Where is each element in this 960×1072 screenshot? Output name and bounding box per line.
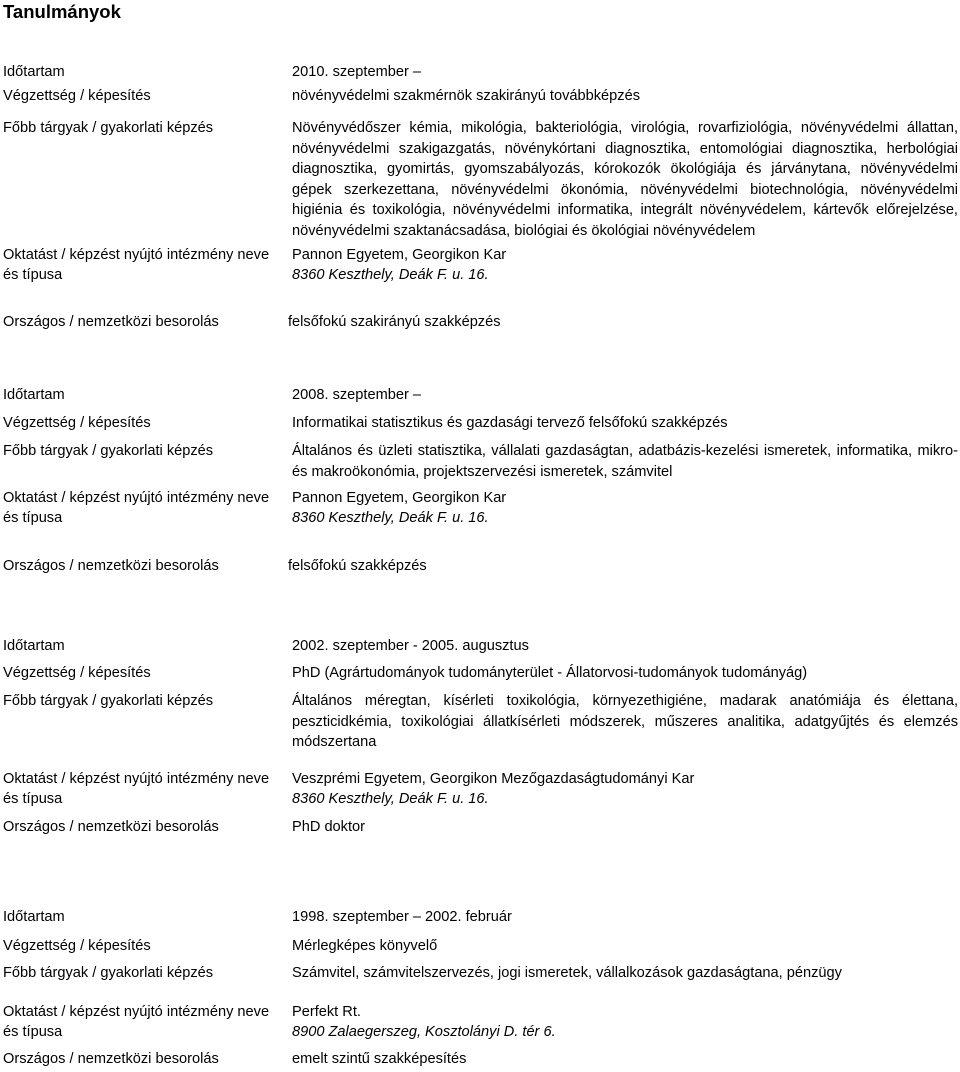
classification-label: Országos / nemzetközi besorolás: [3, 314, 219, 330]
period-value: 2008. szeptember –: [292, 387, 421, 403]
institution-label-line1: Oktatást / képzést nyújtó intézmény neve: [3, 771, 270, 787]
subjects-label: Főbb tárgyak / gyakorlati képzés: [3, 693, 214, 709]
qualification-value: PhD (Agrártudományok tudományterület - Állatorvosi-tudományok tudományág): [292, 665, 808, 681]
institution-address: 8900 Zalaegerszeg, Kosztolányi D. tér 6.: [292, 1024, 556, 1040]
classification-value: felsőfokú szakirányú szakképzés: [288, 314, 501, 330]
qualification-label: Végzettség / képesítés: [3, 88, 151, 104]
subjects-label: Főbb tárgyak / gyakorlati képzés: [3, 965, 214, 981]
institution-address: 8360 Keszthely, Deák F. u. 16.: [292, 791, 489, 807]
classification-label: Országos / nemzetközi besorolás: [3, 819, 219, 835]
qualification-value: Informatikai statisztikus és gazdasági tervező felsőfokú szakképzés: [292, 415, 728, 431]
institution-name: Perfekt Rt.: [292, 1004, 361, 1020]
subjects-label: Főbb tárgyak / gyakorlati képzés: [3, 120, 214, 136]
period-value: 1998. szeptember – 2002. február: [292, 909, 512, 925]
institution-address: 8360 Keszthely, Deák F. u. 16.: [292, 510, 489, 526]
period-label: Időtartam: [3, 64, 65, 80]
classification-value: felsőfokú szakképzés: [288, 558, 427, 574]
period-label: Időtartam: [3, 638, 65, 654]
classification-label: Országos / nemzetközi besorolás: [3, 558, 219, 574]
subjects-value: Növényvédőszer kémia, mikológia, bakteriológia, virológia, rovarfiziológia, növényvédelmi állattan, növényvédelmi szakigazgatás, növénykórtani diagnosztika, entomológiai diagnosztika, herbológiai diagnosztika, gyomirtás, gyomszabályozás, kórokozók ökológiája és járványtana, növényvédelmi gépek szerkezettana, növényvédelmi ökonómia, növényvédelmi biotechnológia, növényvédelmi higiénia és toxikológia, növényvédelmi informatika, integrált növényvédelem, kártevők előrejelzése, növényvédelmi szaktanácsadása, biológiai és ökológiai növényvédelem: [292, 120, 958, 239]
institution-name: Pannon Egyetem, Georgikon Kar: [292, 490, 507, 506]
institution-label-line1: Oktatást / képzést nyújtó intézmény neve: [3, 1004, 270, 1020]
period-label: Időtartam: [3, 387, 65, 403]
qualification-value: Mérlegképes könyvelő: [292, 938, 438, 954]
classification-value: PhD doktor: [292, 819, 366, 835]
period-value: 2010. szeptember –: [292, 64, 421, 80]
subjects-value: Általános és üzleti statisztika, vállalati gazdaságtan, adatbázis-kezelési ismeretek, informatika, mikro- és makroökonómia, projektszervezési ismeretek, számvitel: [292, 443, 958, 480]
subjects-value: Általános méregtan, kísérleti toxikológia, környezethigiéne, madarak anatómiája és élettana, peszticidkémia, toxikológiai állatkísérleti módszerek, műszeres analitika, adatgyűjtés és elemzés módszertana: [292, 693, 958, 750]
period-label: Időtartam: [3, 909, 65, 925]
institution-label-line1: Oktatást / képzést nyújtó intézmény neve: [3, 490, 270, 506]
qualification-label: Végzettség / képesítés: [3, 938, 151, 954]
institution-name: Pannon Egyetem, Georgikon Kar: [292, 247, 507, 263]
institution-address: 8360 Keszthely, Deák F. u. 16.: [292, 267, 489, 283]
qualification-label: Végzettség / képesítés: [3, 665, 151, 681]
qualification-label: Végzettség / képesítés: [3, 415, 151, 431]
institution-label-line2: és típusa: [3, 791, 63, 807]
period-value: 2002. szeptember - 2005. augusztus: [292, 638, 529, 654]
institution-label-line2: és típusa: [3, 1024, 63, 1040]
institution-label-line1: Oktatást / képzést nyújtó intézmény neve: [3, 247, 270, 263]
subjects-value: Számvitel, számvitelszervezés, jogi ismeretek, vállalkozások gazdaságtana, pénzügy: [292, 965, 842, 981]
classification-value: emelt szintű szakképesítés: [292, 1051, 467, 1067]
classification-label: Országos / nemzetközi besorolás: [3, 1051, 219, 1067]
institution-name: Veszprémi Egyetem, Georgikon Mezőgazdaságtudományi Kar: [292, 771, 695, 787]
institution-label-line2: és típusa: [3, 267, 63, 283]
institution-label-line2: és típusa: [3, 510, 63, 526]
qualification-value: növényvédelmi szakmérnök szakirányú továbbképzés: [292, 88, 640, 104]
subjects-label: Főbb tárgyak / gyakorlati képzés: [3, 443, 214, 459]
section-title: Tanulmányok: [3, 1, 121, 22]
